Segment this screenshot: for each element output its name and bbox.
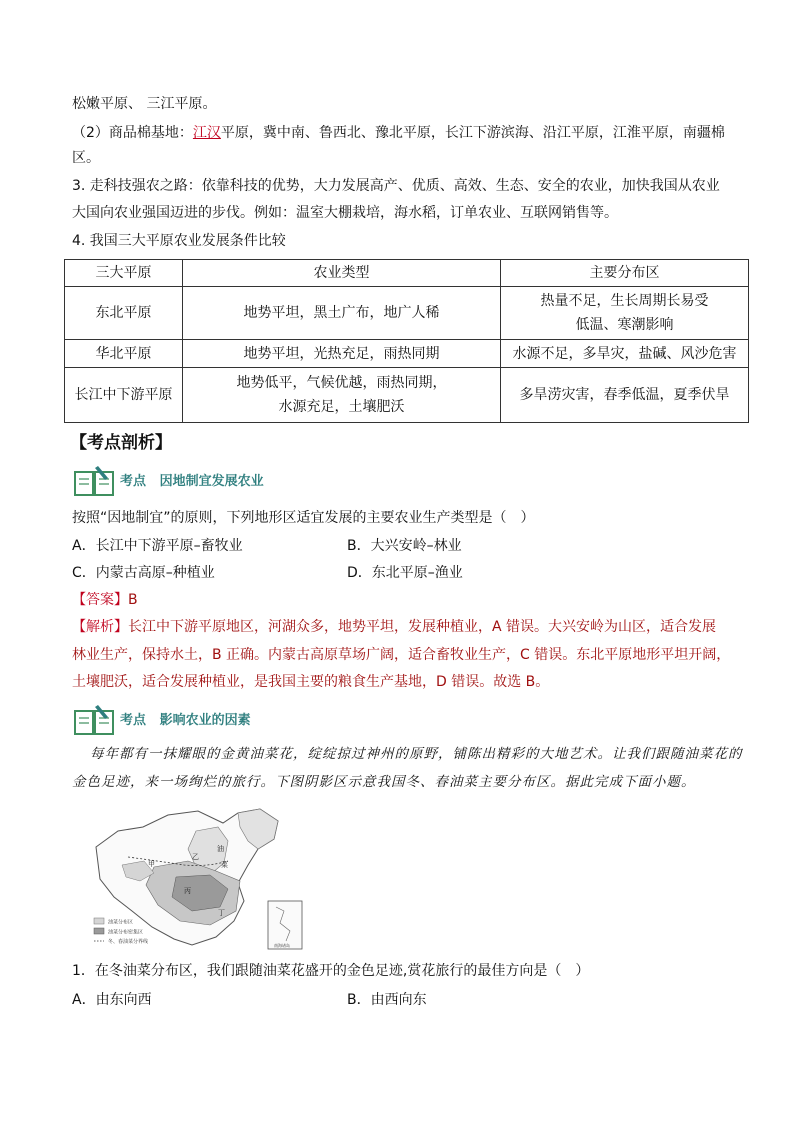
table-header: 三大平原: [65, 260, 183, 287]
section-title: 【考点剖析】: [70, 433, 172, 453]
map-label: 油: [217, 845, 224, 853]
table-cell: [183, 368, 501, 423]
question-text: 按照“因地制宜”的原则，下列地形区适宜发展的主要农业生产类型是（ ）: [72, 510, 535, 526]
option-c[interactable]: C．内蒙古高原–种植业: [72, 565, 215, 581]
cell-line: 地势低平，气候优越，雨热同期，: [236, 375, 447, 391]
cell-line: 低温、寒潮影响: [575, 317, 674, 333]
table-cell: 华北平原: [65, 340, 183, 368]
table-cell: 长江中下游平原: [65, 368, 183, 423]
cell-line: 热量不足，生长周期长易受: [540, 293, 709, 309]
book-pencil-icon: [72, 464, 116, 498]
cotton-rest: 平原，冀中南、鲁西北、豫北平原，长江下游滨海、沿江平原，江淮平原，南疆棉: [220, 125, 725, 141]
kaodian-header: [72, 464, 372, 496]
text-line: 3. 走科技强农之路：依靠科技的优势，大力发展高产、优质、高效、生态、安全的农业，加快我国从农业: [72, 178, 720, 194]
map-label: 菜: [221, 861, 228, 869]
map-label: 丙: [184, 887, 191, 895]
cotton-prefix: （2）商品棉基地：: [72, 125, 193, 141]
text-line: 区。: [72, 150, 100, 166]
table-header: 农业类型: [183, 260, 501, 287]
legend-label: 油菜分布区: [108, 919, 134, 926]
text-line: 松嫩平原、 三江平原。: [72, 96, 217, 112]
legend-swatch: [94, 928, 104, 934]
analysis-line: [72, 617, 732, 637]
legend-label: 油菜分布密集区: [108, 929, 144, 936]
kaodian-title: [120, 709, 251, 728]
legend-swatch: [94, 918, 104, 924]
table-cell: 地势平坦，黑土广布，地广人稀: [183, 287, 501, 340]
intro-text: 每年都有一抹耀眼的金黄油菜花，绽绽掠过神州的原野，铺陈出精彩的大地艺术。让我们跟随油菜花的: [90, 746, 743, 762]
kaodian-topic: 影响农业的因素: [159, 713, 251, 728]
map-label: 甲: [148, 860, 155, 868]
kaodian-title: [120, 470, 264, 489]
table-row: [65, 368, 749, 423]
table-cell: 多旱涝灾害，春季低温，夏季伏旱: [501, 368, 749, 423]
table-caption: 4. 我国三大平原农业发展条件比较: [72, 233, 286, 249]
option-a[interactable]: A．长江中下游平原–畜牧业: [72, 538, 243, 554]
intro-text: 金色足迹，来一场绚烂的旅行。下图阴影区示意我国冬、春油菜主要分布区。据此完成下面小题。: [72, 774, 696, 790]
kaodian-label: 考点: [120, 474, 147, 489]
option-b[interactable]: B．大兴安岭–林业: [347, 538, 462, 554]
table-cell: [501, 287, 749, 340]
question-text: 1．在冬油菜分布区，我们跟随油菜花盛开的金色足迹,赏花旅行的最佳方向是（ ）: [72, 963, 590, 979]
cotton-line: [72, 123, 732, 143]
inset-label: 南海诸岛: [274, 943, 290, 948]
answer-tag: 【答案】: [72, 592, 128, 608]
option-d[interactable]: D．东北平原–渔业: [347, 565, 463, 581]
table-header: 主要分布区: [501, 260, 749, 287]
option-b[interactable]: B．由西向东: [347, 992, 427, 1008]
answer-value: B: [128, 592, 138, 608]
table-row: [65, 287, 749, 340]
analysis-text: 长江中下游平原地区，河湖众多，地势平坦，发展种植业，A 错误。大兴安岭为山区，适合发展: [128, 619, 717, 635]
kaodian-header: [72, 703, 372, 735]
table-cell: 东北平原: [65, 287, 183, 340]
option-a[interactable]: A．由东向西: [72, 992, 152, 1008]
table-row: [65, 340, 749, 368]
analysis-text: 土壤肥沃，适合发展种植业，是我国主要的粮食生产基地，D 错误。故选 B。: [72, 674, 550, 690]
text-line: 大国向农业强国迈进的步伐。例如：温室大棚栽培，海水稻，订单农业、互联网销售等。: [72, 205, 618, 221]
table-cell: 地势平坦，光热充足，雨热同期: [183, 340, 501, 368]
south-china-sea-inset: [268, 901, 302, 949]
comparison-table: [64, 259, 749, 423]
cell-line: 水源充足，土壤肥沃: [278, 399, 405, 415]
kaodian-topic: 因地制宜发展农业: [159, 474, 264, 489]
table-header-row: [65, 260, 749, 287]
analysis-tag: 【解析】: [72, 619, 128, 635]
legend-label: 冬、春油菜分界线: [108, 939, 149, 945]
china-rapeseed-map: [88, 805, 308, 953]
book-pencil-icon: [72, 703, 116, 737]
analysis-text: 林业生产，保持水土，B 正确。内蒙古高原草场广阔，适合畜牧业生产，C 错误。东北平原地形平坦开阔，: [72, 647, 731, 663]
map-label: 乙: [192, 853, 199, 861]
kaodian-label: 考点: [120, 713, 147, 728]
answer-line: [72, 590, 732, 610]
map-label: 丁: [218, 909, 225, 917]
cotton-link[interactable]: 江汉: [192, 125, 221, 141]
table-cell: 水源不足，多旱灾，盐碱、风沙危害: [501, 340, 749, 368]
